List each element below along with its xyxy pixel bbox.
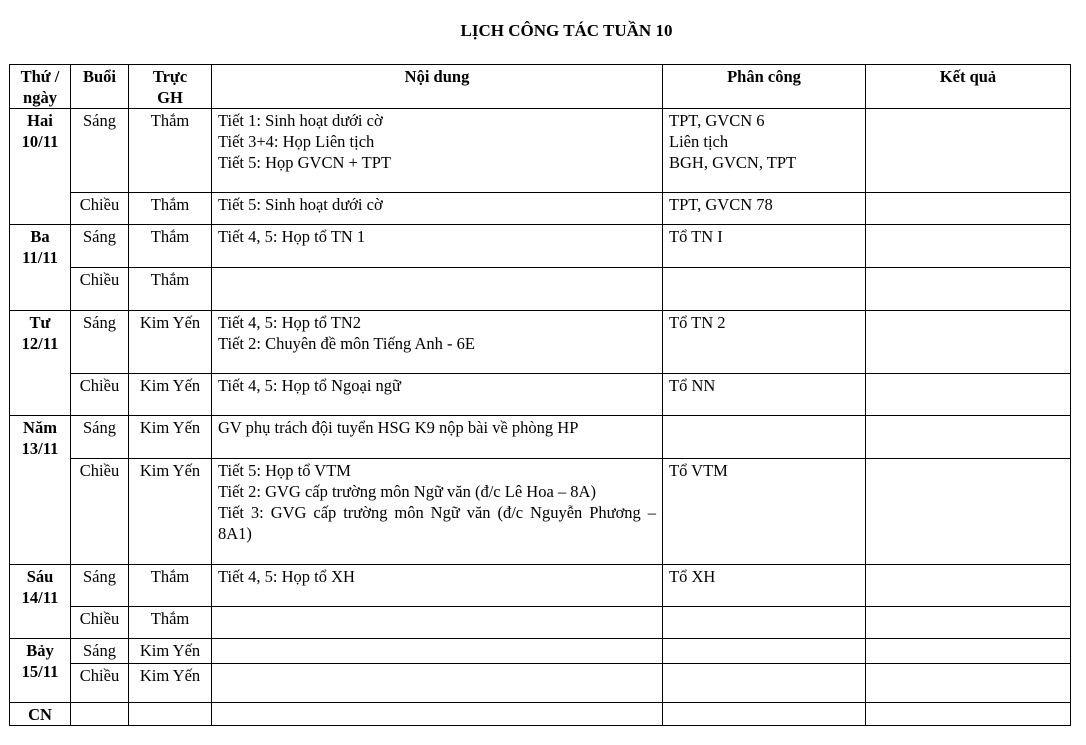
- duty-cell: Thắm: [129, 193, 212, 225]
- content-line: Tiết 4, 5: Họp tổ XH: [218, 567, 355, 586]
- assign-cell: [663, 459, 866, 565]
- result-cell: [866, 607, 1071, 639]
- page-title: LỊCH CÔNG TÁC TUẦN 10: [460, 21, 673, 40]
- day-cell: Năm 13/11: [10, 416, 71, 565]
- session-cell: Chiều: [71, 664, 129, 703]
- content-cell: [212, 311, 663, 374]
- content-line: Tiết 3: GVG cấp trường môn Ngữ văn (đ/c Nguyễn Phương – 8A1): [218, 503, 656, 543]
- assign-cell: [663, 374, 866, 416]
- duty-cell: Thắm: [129, 268, 212, 311]
- result-cell: [866, 703, 1071, 726]
- duty-cell: Kim Yến: [129, 416, 212, 459]
- content-line: Tiết 5: Sinh hoạt dưới cờ: [218, 195, 383, 214]
- content-line: GV phụ trách đội tuyển HSG K9 nộp bài về phòng HP: [218, 418, 579, 437]
- content-cell: [212, 268, 663, 311]
- session-cell: Sáng: [71, 311, 129, 374]
- assign-line: Tổ TN 2: [669, 313, 726, 332]
- content-cell: [212, 109, 663, 193]
- duty-cell: Thắm: [129, 565, 212, 607]
- day-cell: Bảy 15/11: [10, 639, 71, 703]
- duty-cell: Thắm: [129, 607, 212, 639]
- day-cell: Tư 12/11: [10, 311, 71, 416]
- content-cell: [212, 193, 663, 225]
- content-cell: [212, 607, 663, 639]
- assign-line: BGH, GVCN, TPT: [669, 153, 797, 172]
- assign-cell: [663, 416, 866, 459]
- session-cell: Sáng: [71, 416, 129, 459]
- assign-line: Liên tịch: [669, 132, 729, 151]
- result-cell: [866, 459, 1071, 565]
- assign-cell: [663, 703, 866, 726]
- assign-cell: [663, 311, 866, 374]
- table-row: [10, 607, 1071, 639]
- content-cell: [212, 664, 663, 703]
- table-row: [10, 664, 1071, 703]
- assign-cell: [663, 193, 866, 225]
- duty-cell: Kim Yến: [129, 459, 212, 565]
- table-row: [10, 268, 1071, 311]
- duty-cell: Kim Yến: [129, 311, 212, 374]
- assign-line: Tổ NN: [669, 376, 716, 395]
- session-cell: Sáng: [71, 565, 129, 607]
- session-cell: Chiều: [71, 374, 129, 416]
- result-cell: [866, 664, 1071, 703]
- session-cell: Sáng: [71, 225, 129, 268]
- session-cell: Chiều: [71, 268, 129, 311]
- duty-cell: Thắm: [129, 225, 212, 268]
- content-cell: [212, 459, 663, 565]
- header-session: Buổi: [71, 65, 129, 109]
- day-cell: Hai 10/11: [10, 109, 71, 225]
- content-line: Tiết 4, 5: Họp tổ TN2: [218, 313, 362, 332]
- assign-cell: [663, 639, 866, 664]
- schedule-body: [10, 109, 1071, 726]
- result-cell: [866, 374, 1071, 416]
- duty-cell: Thắm: [129, 109, 212, 193]
- table-row: [10, 374, 1071, 416]
- table-row: [10, 225, 1071, 268]
- content-line: Tiết 5: Họp GVCN + TPT: [218, 153, 391, 172]
- header-row: [10, 65, 1071, 109]
- session-cell: [71, 703, 129, 726]
- result-cell: [866, 193, 1071, 225]
- result-cell: [866, 639, 1071, 664]
- assign-cell: [663, 109, 866, 193]
- assign-line: TPT, GVCN 6: [669, 111, 765, 130]
- result-cell: [866, 416, 1071, 459]
- content-line: Tiết 2: Chuyên đề môn Tiếng Anh - 6E: [218, 334, 475, 353]
- duty-cell: [129, 703, 212, 726]
- session-cell: Chiều: [71, 459, 129, 565]
- result-cell: [866, 109, 1071, 193]
- content-cell: [212, 565, 663, 607]
- content-cell: [212, 374, 663, 416]
- assign-cell: [663, 565, 866, 607]
- content-line: Tiết 4, 5: Họp tổ Ngoại ngữ: [218, 376, 401, 395]
- assign-line: Tổ VTM: [669, 461, 728, 480]
- table-row: [10, 311, 1071, 374]
- table-row: [10, 193, 1071, 225]
- assign-cell: [663, 268, 866, 311]
- content-line: Tiết 1: Sinh hoạt dưới cờ: [218, 111, 383, 130]
- content-line: Tiết 4, 5: Họp tổ TN 1: [218, 227, 366, 246]
- duty-cell: Kim Yến: [129, 664, 212, 703]
- content-line: Tiết 2: GVG cấp trường môn Ngữ văn (đ/c Lê Hoa – 8A): [218, 482, 596, 501]
- session-cell: Sáng: [71, 639, 129, 664]
- day-cell: CN: [10, 703, 71, 726]
- assign-cell: [663, 607, 866, 639]
- day-cell: Ba 11/11: [10, 225, 71, 311]
- content-cell: [212, 639, 663, 664]
- assign-cell: [663, 225, 866, 268]
- result-cell: [866, 225, 1071, 268]
- header-day: Thứ / ngày: [10, 65, 71, 109]
- assign-line: Tổ XH: [669, 567, 716, 586]
- day-cell: Sáu 14/11: [10, 565, 71, 639]
- result-cell: [866, 565, 1071, 607]
- result-cell: [866, 311, 1071, 374]
- duty-cell: Kim Yến: [129, 374, 212, 416]
- header-content: Nội dung: [212, 65, 663, 109]
- result-cell: [866, 268, 1071, 311]
- content-cell: [212, 225, 663, 268]
- duty-cell: Kim Yến: [129, 639, 212, 664]
- schedule-table: [9, 64, 1071, 726]
- assign-cell: [663, 664, 866, 703]
- assign-line: Tổ TN I: [669, 227, 723, 246]
- session-cell: Chiều: [71, 193, 129, 225]
- content-line: Tiết 3+4: Họp Liên tịch: [218, 132, 375, 151]
- table-row: [10, 565, 1071, 607]
- table-row: [10, 109, 1071, 193]
- content-cell: [212, 703, 663, 726]
- table-row: [10, 703, 1071, 726]
- table-row: [10, 459, 1071, 565]
- session-cell: Sáng: [71, 109, 129, 193]
- assign-line: TPT, GVCN 78: [669, 195, 773, 214]
- content-cell: [212, 416, 663, 459]
- table-row: [10, 416, 1071, 459]
- header-assign: Phân công: [663, 65, 866, 109]
- table-row: [10, 639, 1071, 664]
- content-line: Tiết 5: Họp tổ VTM: [218, 461, 351, 480]
- header-duty: Trực GH: [129, 65, 212, 109]
- header-result: Kết quả: [866, 65, 1071, 109]
- session-cell: Chiều: [71, 607, 129, 639]
